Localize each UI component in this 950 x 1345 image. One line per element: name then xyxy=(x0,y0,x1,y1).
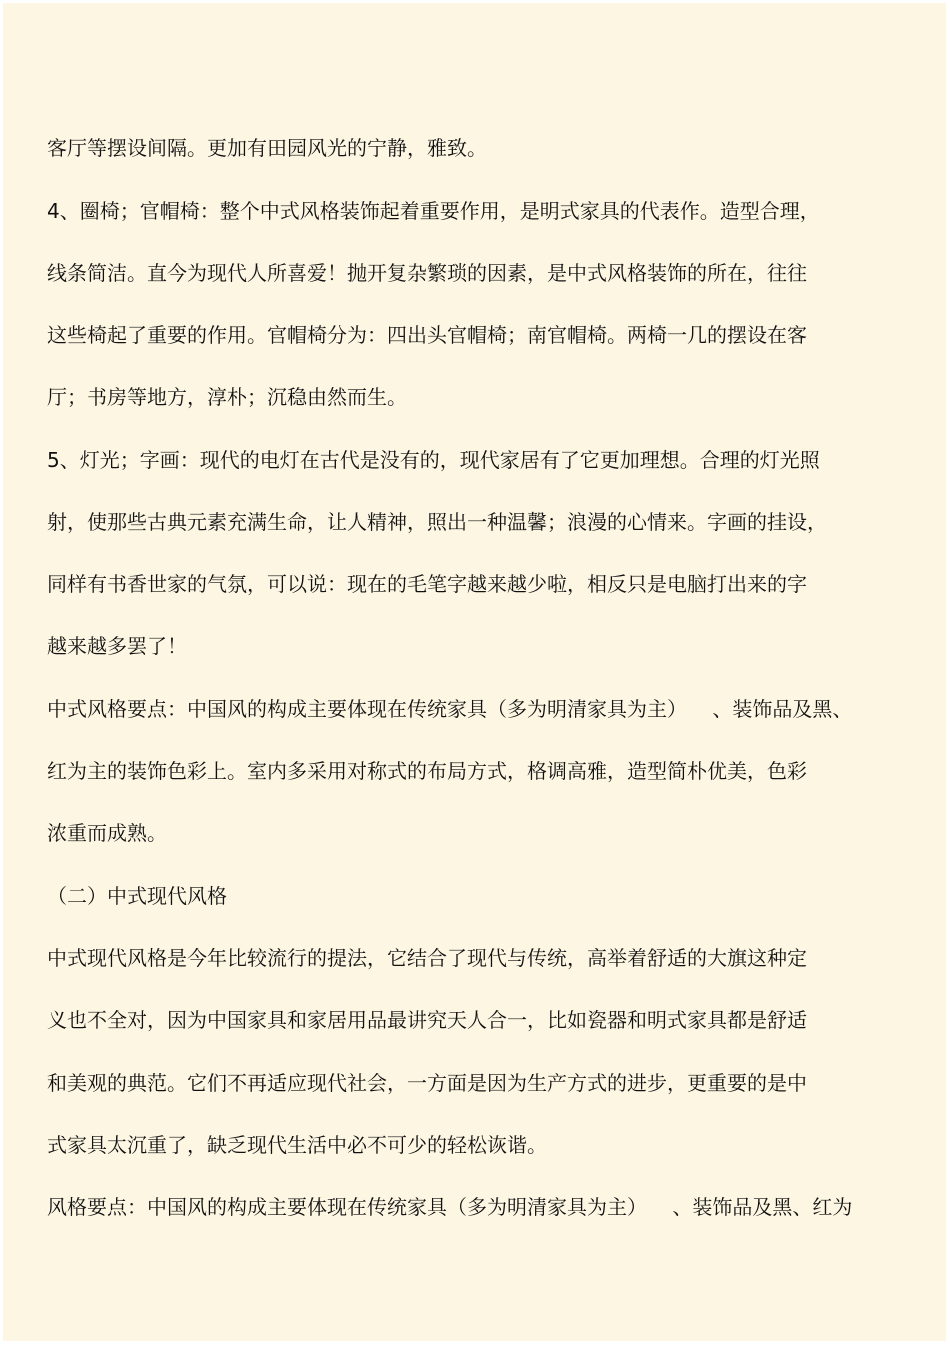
text-line: 义也不全对，因为中国家具和家居用品最讲究天人合一，比如瓷器和明式家具都是舒适 xyxy=(47,1008,807,1032)
text-line: 中式风格要点：中国风的构成主要体现在传统家具（多为明清家具为主） 、装饰品及黑、 xyxy=(47,697,853,721)
text-line: 4、圈椅；官帽椅：整个中式风格装饰起着重要作用，是明式家具的代表作。造型合理， xyxy=(47,199,820,223)
text-line: 这些椅起了重要的作用。官帽椅分为：四出头官帽椅；南官帽椅。两椅一几的摆设在客 xyxy=(47,323,807,347)
text-line: 厅；书房等地方，淳朴；沉稳由然而生。 xyxy=(47,385,407,409)
text-line: 红为主的装饰色彩上。室内多采用对称式的布局方式，格调高雅，造型简朴优美，色彩 xyxy=(47,759,807,783)
text-line: 5、灯光；字画：现代的电灯在古代是没有的，现代家居有了它更加理想。合理的灯光照 xyxy=(47,448,820,472)
document-page xyxy=(3,3,946,1341)
text-line: 客厅等摆设间隔。更加有田园风光的宁静，雅致。 xyxy=(47,136,487,160)
text-line: 越来越多罢了！ xyxy=(47,634,187,658)
text-line: 线条简洁。直今为现代人所喜爱！抛开复杂繁琐的因素，是中式风格装饰的所在，往往 xyxy=(47,261,807,285)
section-heading: （二）中式现代风格 xyxy=(47,884,227,908)
text-line: 中式现代风格是今年比较流行的提法，它结合了现代与传统，高举着舒适的大旗这种定 xyxy=(47,946,807,970)
text-line: 式家具太沉重了，缺乏现代生活中必不可少的轻松诙谐。 xyxy=(47,1133,547,1157)
text-line: 和美观的典范。它们不再适应现代社会，一方面是因为生产方式的进步，更重要的是中 xyxy=(47,1071,807,1095)
text-line: 射，使那些古典元素充满生命，让人精神，照出一种温馨；浪漫的心情来。字画的挂设， xyxy=(47,510,827,534)
text-line: 同样有书香世家的气氛，可以说：现在的毛笔字越来越少啦，相反只是电脑打出来的字 xyxy=(47,572,807,596)
text-line: 风格要点：中国风的构成主要体现在传统家具（多为明清家具为主） 、装饰品及黑、红为 xyxy=(47,1195,853,1219)
text-line: 浓重而成熟。 xyxy=(47,821,167,845)
